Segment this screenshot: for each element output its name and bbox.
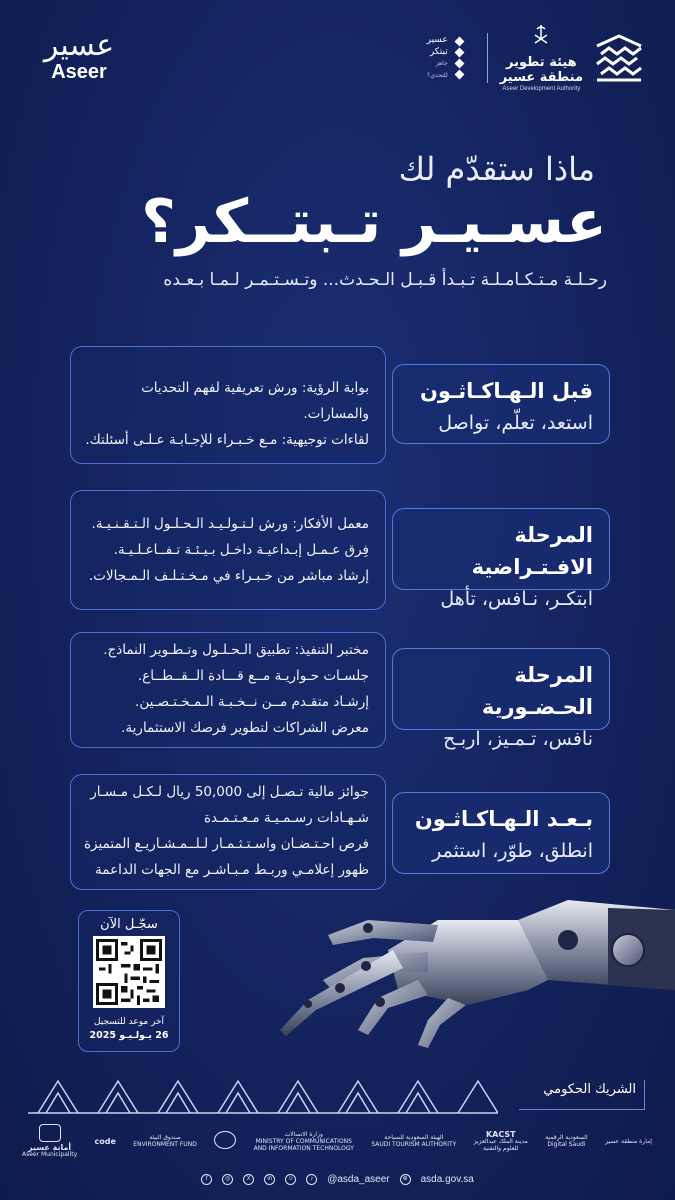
stage-label <box>392 792 610 874</box>
partner-kacst <box>474 1118 528 1164</box>
partner-line: Digital Saudi <box>547 1141 586 1148</box>
x-icon[interactable]: X <box>243 1174 254 1185</box>
stage-title: بـعـد الـهـاكـاثـون <box>414 807 593 831</box>
stage-detail-line: فرص احـتـضـان واسـتـثـمـار لـلــمـشـاريـع المتميزة <box>83 836 369 852</box>
partner-line: أمانة عسير <box>27 1143 72 1152</box>
partner-line: للعلوم والتقنية <box>483 1144 519 1152</box>
ada-mark-icon <box>593 32 645 84</box>
diamond-dots-icon <box>456 38 463 78</box>
innov-line2: تبتكر <box>429 47 448 57</box>
innov-line4: للتحدي؟ <box>427 72 448 79</box>
innov-line3: جاهز <box>435 60 448 67</box>
saudi-emblem-icon <box>531 23 551 49</box>
emblem-icon <box>214 1131 236 1149</box>
partner-line: MINISTRY OF COMMUNICATIONS <box>255 1137 352 1145</box>
stage-detail-line: إرشـاد متقـدم مــن نــخـبـة الـمـخـتـصـين. <box>135 694 369 710</box>
partner-moe <box>214 1118 236 1164</box>
stage-slogan: استعد، تعلّم، تواصل <box>438 412 593 434</box>
stage-before-hackathon <box>70 346 610 464</box>
sadu-pattern-decoration <box>28 1075 498 1117</box>
facebook-icon[interactable]: f <box>201 1174 212 1185</box>
stage-detail-line: بوابة الرؤية: ورش تعريفية لفهم التحديات والمسارات. <box>141 380 369 422</box>
aseer-innovates-logo <box>427 34 463 82</box>
website-link[interactable]: asda.gov.sa <box>420 1173 474 1185</box>
government-partner-label <box>519 1080 645 1110</box>
partner-line: ENVIRONMENT FUND <box>133 1141 197 1148</box>
stage-detail-line: معرض الشراكات لتطوير فرصك الاستثمارية. <box>121 720 369 736</box>
stage-label <box>392 508 610 610</box>
partner-line: السعودية الرقمية <box>545 1134 588 1141</box>
brand-ar: عسير <box>43 28 115 63</box>
stage-details <box>70 632 386 748</box>
stage-details <box>70 490 386 610</box>
partner-environment-fund <box>133 1118 197 1164</box>
stage-details <box>70 346 386 464</box>
stage-title: المرحلة الافـتـراضية <box>471 523 593 579</box>
stage-detail-line: ظهور إعلامـي وربـط مـبـاشـر مع الجهات الداعمة <box>95 862 369 878</box>
partner-line: SAUDI TOURISM AUTHORITY <box>371 1141 457 1148</box>
stage-label <box>392 648 610 750</box>
partner-line: AND INFORMATION TECHNOLOGY <box>253 1144 354 1152</box>
aseer-brand-logo <box>34 30 124 82</box>
stage-detail-line: جلسـات حـواريـة مــع قـــادة الــقــطــاع. <box>137 668 369 684</box>
header-divider <box>487 33 488 83</box>
instagram-icon[interactable]: ◎ <box>222 1174 233 1185</box>
partner-line: KACST <box>485 1129 516 1139</box>
header-logos <box>426 28 645 92</box>
snapchat-icon[interactable]: ☺ <box>285 1174 296 1185</box>
ada-line3: Aseer Development Authority <box>502 85 581 92</box>
partner-line: code <box>94 1136 116 1146</box>
contact-bar <box>0 1168 675 1190</box>
innov-line1: عسير <box>426 35 448 45</box>
stage-detail-line: معمل الأفكار: ورش لـتـولـيـد الـحـلـول الـتـقـنـيـة. <box>91 516 369 532</box>
registration-qr-card[interactable] <box>78 910 180 1052</box>
partner-line: وزارة الاتصالات <box>284 1130 323 1138</box>
stage-slogan: نافس، تـمـيز، اربـح <box>443 728 593 750</box>
hero-title: عسـيـر تـبتــكر؟ <box>141 187 607 257</box>
qr-code-icon[interactable] <box>93 936 165 1008</box>
stage-virtual <box>70 490 610 610</box>
government-partner-text: الشريك الحكومي <box>543 1082 636 1097</box>
stage-detail-line: لقاءات توجيهية: مـع خـبـراء للإجـابـة عـلـى أسئلتك. <box>85 432 369 448</box>
partner-emirate-aseer <box>605 1118 652 1164</box>
stage-title: المرحلة الحـضـورية <box>481 663 593 719</box>
linkedin-icon[interactable]: in <box>264 1174 275 1185</box>
ada-name <box>500 23 583 94</box>
brand-en: Aseer <box>51 61 107 83</box>
municipality-icon <box>39 1124 61 1142</box>
partner-mcit <box>254 1118 354 1164</box>
partner-digital-saudi <box>545 1118 587 1164</box>
stage-label <box>392 364 610 444</box>
tiktok-icon[interactable]: ♪ <box>306 1174 317 1185</box>
partner-logos <box>22 1118 652 1164</box>
stage-detail-line: جوائز مالية تـصـل إلى 50,000 ريال لـكـل مـسـار <box>90 784 369 800</box>
stage-details <box>70 774 386 890</box>
stage-slogan: ابتكـر، نـافس، تأهل <box>440 588 593 610</box>
stage-title: قبل الـهـاكـاثـون <box>420 379 593 403</box>
globe-icon: ⊕ <box>400 1174 411 1185</box>
stage-detail-line: فِرق عـمـل إبـداعيـة داخـل بـيـئـة تـفــاعـلـيـة. <box>113 542 369 558</box>
ada-line1: هيئة تطوير <box>506 54 577 70</box>
partner-code <box>95 1118 116 1164</box>
partner-line: Aseer Municipality <box>22 1151 78 1158</box>
stage-detail-line: مختبر التنفيذ: تطبيق الـحـلـول وتـطـوير النماذج. <box>103 642 369 658</box>
stage-detail-line: شـهـادات رسـمـيـة مـعـتـمـدة <box>203 810 369 826</box>
stage-after-hackathon <box>70 774 610 890</box>
deadline-label: آخر موعد للتسجيل <box>93 1017 165 1027</box>
partner-line: صندوق البيئة <box>149 1134 181 1141</box>
partner-amanat-aseer <box>22 1118 77 1164</box>
hero-question: ماذا ستقدّم لك <box>398 150 595 188</box>
stage-in-person <box>70 632 610 748</box>
partner-line: إمارة منطقة عسير <box>605 1137 652 1145</box>
hero-subtitle: رحـلـة مـتـكـامـلـة تـبـدأ قـبـل الـحـدث... وتـسـتـمـر لـمـا بـعـده <box>163 270 607 290</box>
partner-line: مدينة الملك عبدالعزيز <box>473 1137 528 1145</box>
partner-sta <box>371 1118 456 1164</box>
social-handle[interactable]: @asda_aseer <box>327 1173 390 1185</box>
register-now-label: سجّـل الآن <box>100 917 158 932</box>
stage-detail-line: إرشاد مباشر من خـبـراء في مـخـتـلـف الـمـجالات. <box>88 568 369 584</box>
robot-hand-illustration <box>268 880 675 1050</box>
partner-line: الهيئة السعودية للسياحة <box>384 1134 444 1141</box>
stage-slogan: انطلق، طوّر، استثمر <box>432 840 593 862</box>
ada-line2: منطقة عسير <box>499 69 583 85</box>
deadline-date: 26 يـولـيـو 2025 <box>89 1030 169 1041</box>
